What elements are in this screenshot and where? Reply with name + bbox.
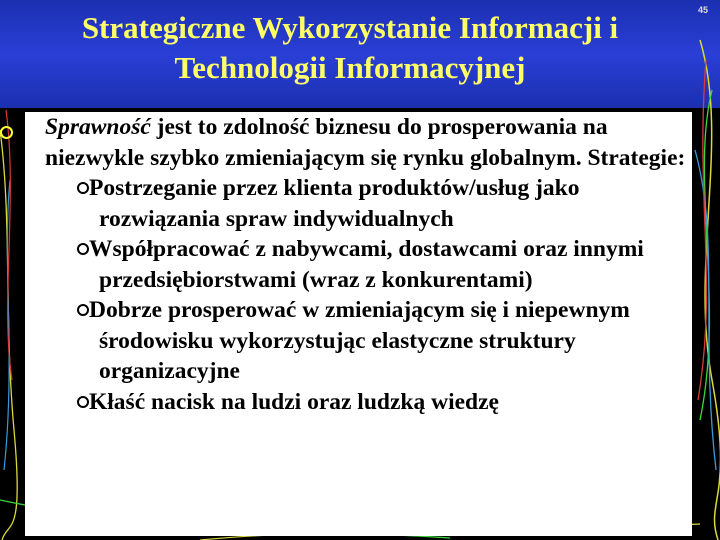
content-area (25, 112, 692, 536)
sub-bullet-4-text: Kłaść nacisk na ludzi oraz ludzką wiedzę (89, 388, 499, 415)
sub-bullet-3 (77, 295, 701, 387)
sub-bullet-4 (77, 387, 701, 418)
main-bullet-text: jest to zdolność biznesu do prosperowania na niezwykle szybko zmieniającym się rynku globalnym. Strategie: (45, 114, 686, 171)
slide-title-line1: Strategiczne Wykorzystanie Informacji i (81, 10, 619, 45)
main-bullet-icon (0, 126, 13, 139)
sub-bullet-icon (77, 182, 89, 194)
sub-bullet-1-text: Postrzeganie przez klienta produktów/usług jako rozwiązania spraw indywidualnych (89, 175, 580, 232)
sub-bullet-icon (77, 243, 89, 255)
sub-bullet-2 (77, 234, 701, 295)
sub-bullet-icon (77, 304, 89, 316)
content-text (45, 112, 701, 417)
sub-bullet-1 (77, 173, 701, 234)
page-number: 45 (697, 5, 708, 15)
main-bullet-term: Sprawność (45, 114, 151, 140)
slide-title-line2: Technologii Informacyjnej (174, 50, 526, 85)
sub-bullet-2-text: Współpracować z nabywcami, dostawcami oraz innymi przedsiębiorstwami (wraz z konkurentami) (89, 236, 644, 293)
sub-bullet-3-text: Dobrze prosperować w zmieniającym się i niepewnym środowisku wykorzystując elastyczne struktury organizacyjne (89, 297, 630, 384)
main-bullet (45, 112, 701, 173)
slide-title (30, 8, 670, 88)
sub-bullet-icon (77, 396, 89, 408)
